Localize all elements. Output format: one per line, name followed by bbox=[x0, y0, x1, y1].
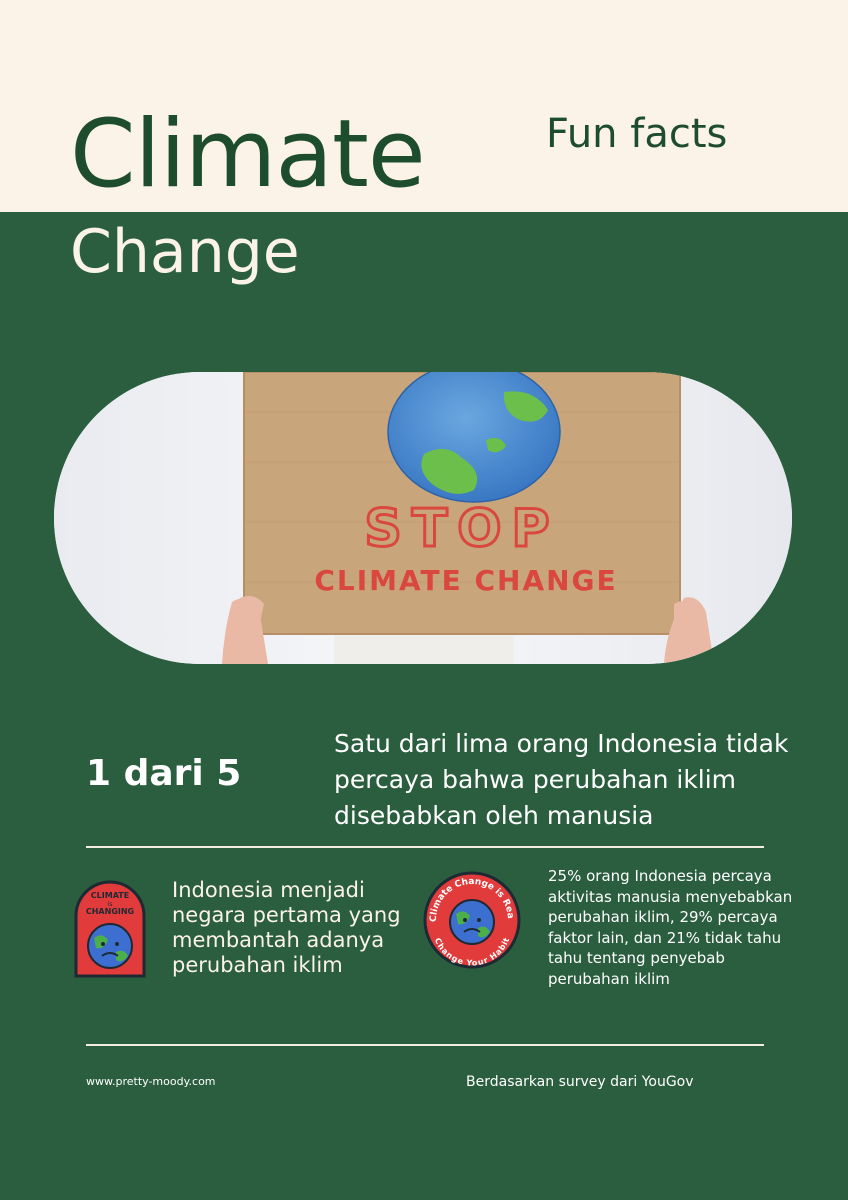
sign-text-stop: STOP bbox=[364, 499, 560, 559]
fact-right-text: 25% orang Indonesia percaya aktivitas manusia menyebabkan perubahan iklim, 29% percaya faktor lain, dan 21% tidak tahu tahu tentang penyebab perubahan iklim bbox=[548, 867, 793, 988]
sign-text-climate-change: CLIMATE CHANGE bbox=[314, 564, 618, 597]
website-link[interactable]: www.pretty-moody.com bbox=[86, 1075, 216, 1088]
fun-facts-label: Fun facts bbox=[546, 111, 728, 157]
badge1-text-top: CLIMATE bbox=[90, 891, 130, 900]
protest-sign-photo bbox=[54, 372, 792, 664]
climate-change-is-real-badge-icon bbox=[422, 870, 522, 970]
badge2-text-top: Climate Change is Rea bbox=[428, 876, 516, 923]
badge1-text-mid: is bbox=[107, 901, 113, 908]
shirt-shape bbox=[334, 634, 514, 664]
source-note: Berdasarkan survey dari YouGov bbox=[466, 1074, 694, 1090]
protest-sign-illustration bbox=[54, 372, 792, 664]
badge2-text-bottom: Change Your Habit bbox=[432, 936, 512, 968]
divider-bottom bbox=[86, 1044, 764, 1046]
stat-description: Satu dari lima orang Indonesia tidak percaya bahwa perubahan iklim disebabkan oleh manusia bbox=[334, 729, 789, 830]
climate-changing-badge-icon bbox=[72, 880, 148, 980]
fact-left-text: Indonesia menjadi negara pertama yang membantah adanya perubahan iklim bbox=[172, 878, 401, 977]
title-climate: Climate bbox=[70, 100, 425, 209]
badge1-text-bottom: CHANGING bbox=[85, 907, 135, 916]
earth-drawing bbox=[388, 372, 560, 502]
title-change: Change bbox=[70, 217, 300, 287]
divider-top bbox=[86, 846, 764, 848]
stat-figure: 1 dari 5 bbox=[86, 753, 242, 794]
